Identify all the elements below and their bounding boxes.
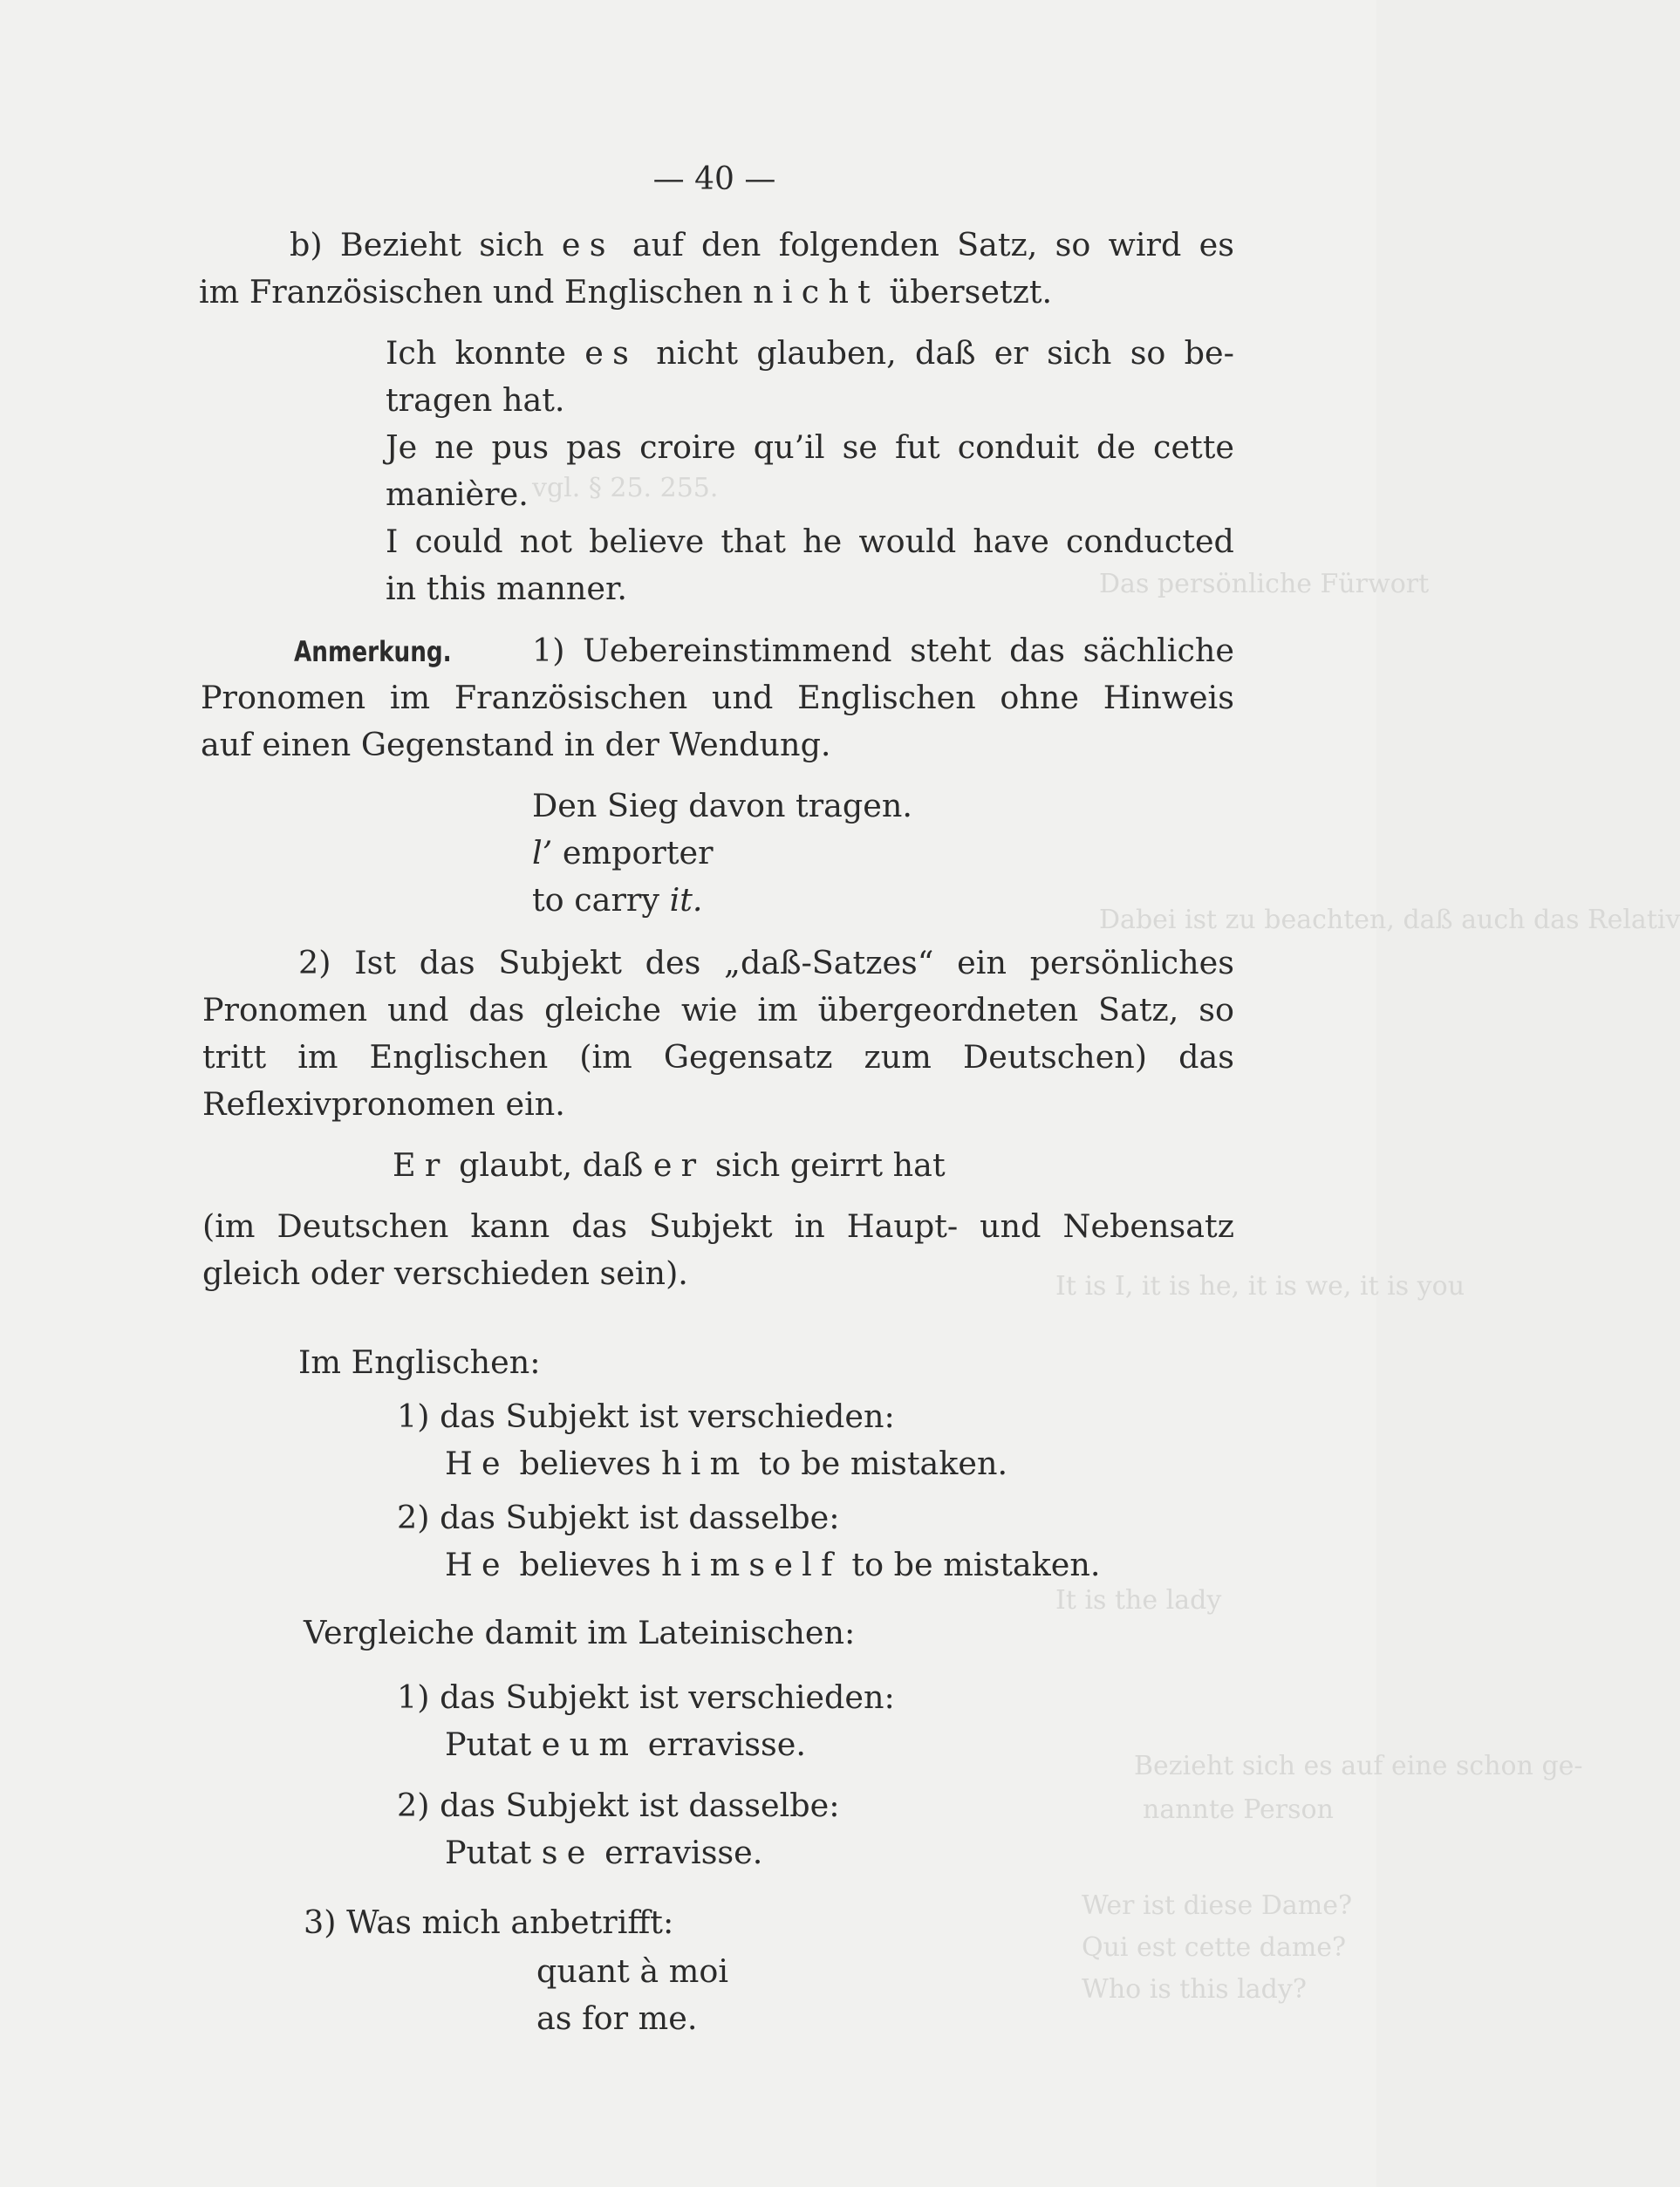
section-heading: 3) Was mich anbetrifft: [304,1903,674,1941]
paragraph-b-line: b) Bezieht sich es auf den folgenden Satz, so wird es [290,226,1234,263]
example-english-line: I could not believe that he would have conducted [386,523,1234,560]
anmerkung-paragraph-line: 1) Uebereinstimmend steht das sächliche [532,632,1234,669]
example-english-line: in this manner. [386,570,627,607]
example-latin-line: Putat se erravisse. [445,1834,763,1871]
section-heading: Vergleiche damit im Lateinischen: [304,1614,856,1651]
anmerkung-label: Anmerkung. [294,635,452,668]
bleed-through-text: Bezieht sich es auf eine schon ge- [1134,1751,1583,1781]
bleed-through-text: It is I, it is he, it is we, it is you [1055,1271,1465,1302]
example-german-line: Den Sieg davon tragen. [532,787,913,824]
anmerkung-paragraph-line: (im Deutschen kann das Subjekt in Haupt- und Nebensatz [202,1207,1234,1245]
example-english-line: He believes himself to be mistaken. [445,1546,1101,1583]
bleed-through-text: Wer ist diese Dame? [1082,1890,1353,1921]
anmerkung-paragraph-line: gleich oder verschieden sein). [202,1254,688,1292]
anmerkung-paragraph-line: Pronomen im Französischen und Englischen ohne Hinweis [201,679,1234,716]
example-french-line: quant à moi [536,1952,729,1990]
example-english-line: He believes him to be mistaken. [445,1445,1008,1482]
anmerkung-paragraph-line: tritt im Englischen (im Gegensatz zum Deutschen) das [202,1038,1234,1076]
list-item: 2) das Subjekt ist dasselbe: [397,1787,840,1824]
example-latin-line: Putat eum erravisse. [445,1726,806,1763]
bleed-through-text: Qui est cette dame? [1082,1932,1347,1963]
example-german-line: Er glaubt, daß er sich geirrt hat [393,1146,946,1184]
example-french-line: Je ne pus pas croire qu’il se fut conduit de cette [386,428,1234,466]
bleed-through-text: Dabei ist zu beachten, daß auch das Relativ [1099,905,1680,935]
example-english-line: to carry it. [532,881,703,919]
list-item: 1) das Subjekt ist verschieden: [397,1678,895,1716]
bleed-through-text: Das persönliche Fürwort [1099,569,1430,599]
paragraph-b-line: im Französischen und Englischen nicht übersetzt. [199,273,1053,311]
example-english-line: as for me. [536,1999,698,2037]
anmerkung-paragraph-line: 2) Ist das Subjekt des „daß-Satzes“ ein persönliches [298,944,1234,981]
example-french-line: manière. [386,475,529,513]
bleed-through-text: nannte Person [1143,1794,1334,1825]
list-item: 2) das Subjekt ist dasselbe: [397,1499,840,1536]
example-german-line: tragen hat. [386,381,565,419]
bleed-through-text: It is the lady [1055,1585,1222,1616]
anmerkung-paragraph-line: Reflexivpronomen ein. [202,1085,565,1123]
bleed-through-text: Who is this lady? [1082,1974,1307,2005]
list-item: 1) das Subjekt ist verschieden: [397,1398,895,1435]
anmerkung-paragraph-line: Pronomen und das gleiche wie im übergeordneten Satz, so [202,991,1234,1029]
anmerkung-heading [294,630,512,672]
example-french-line: l’ emporter [532,834,714,871]
page-number: — 40 — [652,161,776,197]
bleed-through-text: vgl. § 25. 255. [532,473,719,503]
section-heading: Im Englischen: [298,1343,541,1381]
example-german-line: Ich konnte es nicht glauben, daß er sich so be- [386,334,1234,372]
anmerkung-paragraph-line: auf einen Gegenstand in der Wendung. [201,726,831,763]
